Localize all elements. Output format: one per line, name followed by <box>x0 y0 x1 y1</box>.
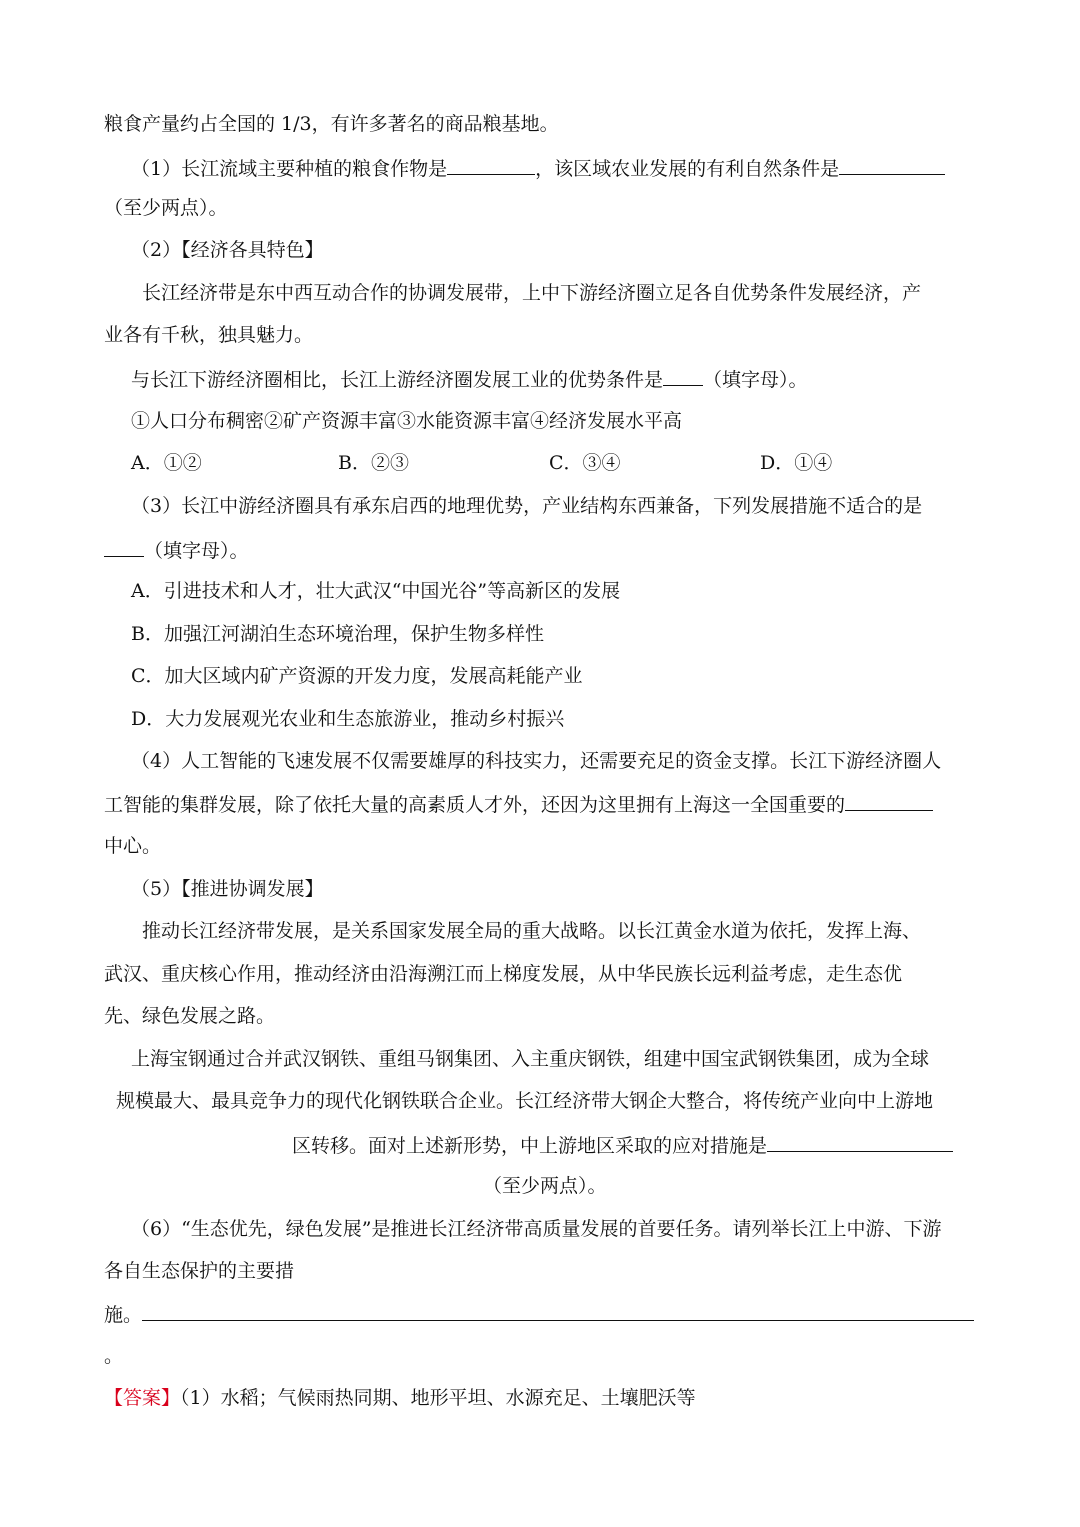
question-6-line: （6）“生态优先，绿色发展”是推进长江经济带高质量发展的首要任务。请列举长江上中游、下游 <box>131 1218 942 1240</box>
question-3-option-a[interactable]: A．引进技术和人才，壮大武汉“中国光谷”等高新区的发展 <box>131 580 621 602</box>
question-6-tail: 。 <box>104 1345 124 1367</box>
question-1-tail: （至少两点）。 <box>104 197 228 219</box>
answer-blank[interactable] <box>142 1300 974 1321</box>
question-3-stem-tail <box>104 536 249 564</box>
answer-tag: 【答案】 <box>104 1387 181 1409</box>
question-4-tail: 中心。 <box>104 835 162 857</box>
question-1-part1: （1）长江流域主要种植的粮食作物是 <box>131 158 448 180</box>
question-5-question-text: 区转移。面对上述新形势，中上游地区采取的应对措施是 <box>292 1135 768 1157</box>
question-5-paragraph-line: 规模最大、最具竞争力的现代化钢铁联合企业。长江经济带大钢企大整合，将传统产业向中上游地 <box>116 1090 934 1112</box>
question-4-line: （4）人工智能的飞速发展不仅需要雄厚的科技实力，还需要充足的资金支撑。长江下游经济圈人 <box>131 750 942 772</box>
question-2-paragraph-line: 长江经济带是东中西互动合作的协调发展带，上中下游经济圈立足各自优势条件发展经济，产 <box>142 282 922 304</box>
question-5-paragraph-line: 上海宝钢通过合并武汉钢铁、重组马钢集团、入主重庆钢铁，组建中国宝武钢铁集团，成为全球 <box>131 1048 930 1070</box>
question-3-option-d[interactable]: D．大力发展观光农业和生态旅游业，推动乡村振兴 <box>131 708 565 730</box>
question-2-option-d[interactable]: D．①④ <box>760 452 833 474</box>
answer-blank[interactable] <box>839 154 945 175</box>
answer-blank[interactable] <box>447 154 535 175</box>
question-3-option-c[interactable]: C．加大区域内矿产资源的开发力度，发展高耗能产业 <box>131 665 583 687</box>
question-5-paragraph-line: 武汉、重庆核心作用，推动经济由沿海溯江而上梯度发展，从中华民族长远利益考虑，走生态优 <box>104 963 903 985</box>
question-2-option-c[interactable]: C．③④ <box>549 452 621 474</box>
question-1-line <box>131 154 945 182</box>
question-3-option-b[interactable]: B．加强江河湖泊生态环境治理，保护生物多样性 <box>131 623 544 645</box>
answer-blank[interactable] <box>767 1131 953 1152</box>
question-3-stem-suffix: （填字母）。 <box>144 540 249 562</box>
intro-tail-text: 粮食产量约占全国的 1/3，有许多著名的商品粮基地。 <box>104 113 559 135</box>
answer-blank[interactable] <box>845 790 933 811</box>
question-5-tail: （至少两点）。 <box>483 1175 607 1197</box>
question-5-question <box>292 1131 953 1159</box>
question-2-paragraph-line: 业各有千秋，独具魅力。 <box>104 324 314 346</box>
question-2-heading: （2）【经济各具特色】 <box>131 239 324 261</box>
question-4-line <box>104 790 933 818</box>
question-2-option-a[interactable]: A．①② <box>131 452 202 474</box>
question-2-option-b[interactable]: B．②③ <box>338 452 409 474</box>
question-2-question-suffix: （填字母）。 <box>703 369 808 391</box>
answer-blank[interactable] <box>104 536 144 557</box>
question-5-paragraph-line: 推动长江经济带发展，是关系国家发展全局的重大战略。以长江黄金水道为依托，发挥上海、 <box>142 920 922 942</box>
question-5-heading: （5）【推进协调发展】 <box>131 878 324 900</box>
question-5-paragraph-line: 先、绿色发展之路。 <box>104 1005 276 1027</box>
question-6-answer-line <box>104 1300 974 1328</box>
question-2-question-text: 与长江下游经济圈相比，长江上游经济圈发展工业的优势条件是 <box>131 369 664 391</box>
answer-line <box>104 1385 696 1411</box>
question-1-part2: ，该区域农业发展的有利自然条件是 <box>535 158 840 180</box>
question-2-question <box>131 365 808 393</box>
answer-text: （1）水稻；气候雨热同期、地形平坦、水源充足、土壤肥沃等 <box>180 1387 696 1409</box>
question-6-line-text: 施。 <box>104 1304 143 1326</box>
question-3-stem: （3）长江中游经济圈具有承东启西的地理优势，产业结构东西兼备，下列发展措施不适合的是 <box>131 495 923 517</box>
question-2-statements: ①人口分布稠密②矿产资源丰富③水能资源丰富④经济发展水平高 <box>131 410 683 432</box>
answer-blank[interactable] <box>663 365 703 386</box>
question-6-line: 各自生态保护的主要措 <box>104 1260 295 1282</box>
question-4-line-text: 工智能的集群发展，除了依托大量的高素质人才外，还因为这里拥有上海这一全国重要的 <box>104 794 846 816</box>
